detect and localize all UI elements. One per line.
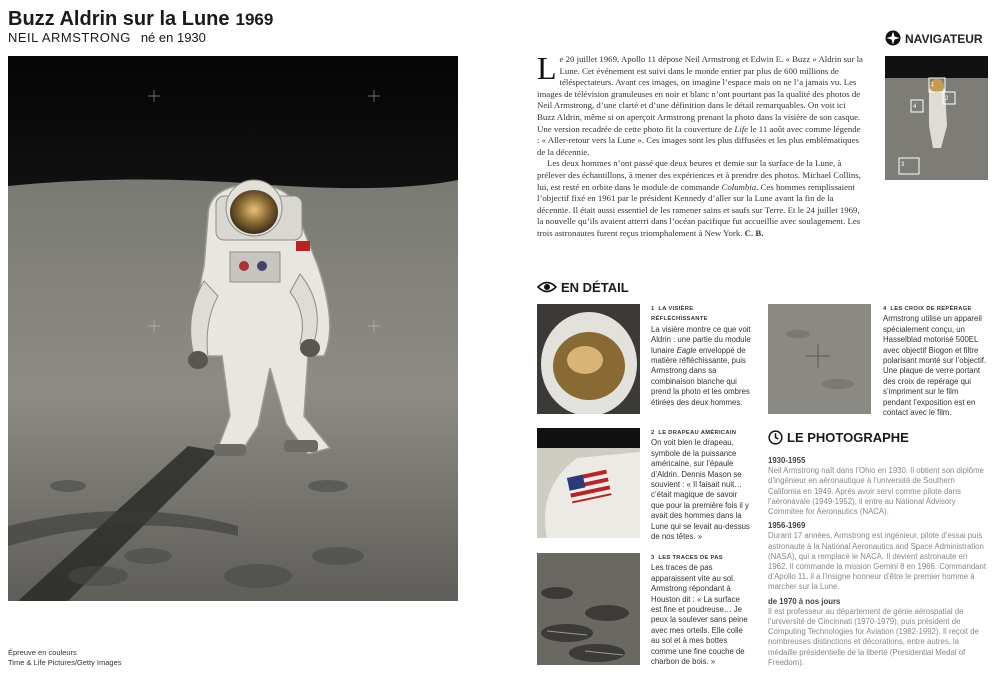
flag-illustration <box>537 428 640 538</box>
detail-caption-4: 4 LES CROIX DE REPÉRAGE Armstrong utilise un appareil spécialement conçu, un Hasselblad motorisé 500EL avec objectif Biogon et filtre polarisant monté sur l’objectif. Une plaque de verre portant des croix de repérage qui s’impriment sur le film pendant l’exposition est en contact avec le film. <box>883 306 987 418</box>
title-text: Buzz Aldrin sur la Lune <box>8 8 230 30</box>
page-title <box>8 8 273 31</box>
photo-credit <box>8 648 122 668</box>
compass-icon <box>885 30 901 46</box>
navigator-map <box>885 56 988 180</box>
detail-caption-3: 3 LES TRACES DE PAS Les traces de pas apparaissent vite au sol. Armstrong répondant à Houston dit : « La surface est fine et poudreuse… Je peux la soulever sans peine avec mes orteils. Elle colle au sol et à mes bottes comme une fine couche de charbon de bois. » <box>651 555 748 667</box>
photographer-born: né en 1930 <box>140 30 206 45</box>
article-paragraph-2: Les deux hommes n’ont passé que deux heures et demie sur la surface de la Lune, à prélever des échantillons, à mener des expériences et à prendre des photos. Michael Collins, lui, est resté en orbite dans le module de commande Columbia. Ces hommes remplissaient l’objectif fixé en 1961 par le président Kennedy d’aller sur la Lune avant la fin de la décennie. Il était aussi essentiel de les ramener sains et saufs sur Terre. Et le 24 juillet 1969, la nouvelle qu’ils avaient atterri dans l’océan pacifique fut accueillie avec soulagement. Les trois astronautes furent reçus triomphalement à New York. C. B. <box>537 158 861 238</box>
clock-icon <box>768 430 783 445</box>
drop-cap: L <box>537 50 557 86</box>
photographer-line <box>8 30 206 45</box>
author-initials: C. B. <box>744 227 764 238</box>
article-body <box>537 50 865 240</box>
detail-caption-1: 1 LA VISIÈRE RÉFLÉCHISSANTE La visière montre ce que voit Aldrin : une partie du module lunaire Eagle enveloppé de matière réfléchissante, puis Armstrong dans sa combinaison blanche qui prend la photo et les ombres étirées des deux hommes. <box>651 306 751 407</box>
navigator-thumbnail[interactable] <box>885 56 988 180</box>
svg-text:4: 4 <box>913 104 917 110</box>
svg-text:3: 3 <box>901 162 905 168</box>
bio-period-text: Il est professeur au département de génie aérospatial de l’université de Cincinnati (1970-1979), puis président de Computing Technologies for Aviation (1982-1992). Il reçoit de nombreuses distinctions et décorations, entre autres, la médaille présidentielle de la liberté (Presidential Medal of Freedom). <box>768 606 979 667</box>
footprints-illustration <box>537 553 640 665</box>
svg-text:1: 1 <box>931 82 935 88</box>
detail-thumb-flag[interactable] <box>537 428 640 538</box>
detail-thumb-footprints[interactable] <box>537 553 640 665</box>
main-photo <box>8 56 458 601</box>
credit-print-type: Épreuve en couleurs <box>8 648 77 657</box>
bio-period-dates: 1930-1955 <box>768 456 806 465</box>
detail-thumb-visor[interactable] <box>537 304 640 414</box>
detail-thumb-crosshair[interactable] <box>768 304 871 414</box>
photographer-bio <box>768 456 988 668</box>
bio-period-dates: 1956-1969 <box>768 521 806 531</box>
eye-icon <box>537 281 557 293</box>
navigator-heading: NAVIGATEUR <box>885 30 983 46</box>
crosshair-illustration <box>768 304 871 414</box>
photographer-name: NEIL ARMSTRONG <box>8 30 131 45</box>
bio-period-text: Neil Armstrong naît dans l’Ohio en 1930. Il obtient son diplôme d’ingénieur en aéronautique à l’université de Southern California en 1949. Après avoir servi comme pilote dans l’aéronavale (1949-1952), il entre au National Advisory Commitee for Aeronautics (NACA). <box>768 466 984 517</box>
astronaut-illustration <box>8 56 458 601</box>
article-paragraph-1: Le 20 juillet 1969, Apollo 11 dépose Neil Armstrong et Edwin E. « Buzz » Aldrin sur la Lune. Cet événement est suivi dans le monde entier par plus de 600 millions de téléspectateurs. Avant ces images, on imagine l’espace mais on ne l’a jamais vu. Les images de télévision granuleuses en noir et blanc n’ont pourtant pas la qualité des photos de Neil Armstrong, d’une clarté et d’une définition dans le détail remarquables. On voit ici Buzz Aldrin, même si on aperçoit Armstrong prenant la photo dans la visière de son casque. Une version recadrée de cette photo fit la couverture de Life le 11 août avec comme légende : « Aller-retour vers la Lune ». Ces images sont les plus diffusées et les plus emblématiques de la décennie. <box>537 50 863 157</box>
credit-agency: Time & Life Pictures/Getty Images <box>8 658 122 667</box>
visor-illustration <box>537 304 640 414</box>
bio-period-dates: de 1970 à nos jours <box>768 596 841 606</box>
detail-caption-2: 2 LE DRAPEAU AMÉRICAIN On voit bien le drapeau, symbole de la puissance américaine, sur l’épaule d’Aldrin. Dennis Mason se souvient : « Il faisait nuit… c’était magique de savoir que pour la première fois il y avait des hommes dans la Lune qui se levait au-dessus de nos têtes. » <box>651 430 750 542</box>
detail-heading: EN DÉTAIL <box>537 280 629 295</box>
bio-period-text: Durant 17 années, Armstrong est ingénieur, pilote d’essai puis astronaute à la National Aeronautics and Space Administration (NASA), qui a remplacé le NACA. Il devient astronaute en 1962. Il commande la mission Gemini 8 en 1966. Commandant d’Apollo 11, il a l’insigne honneur d’être le premier homme à marcher sur la Lune. <box>768 531 986 592</box>
photographer-heading: LE PHOTOGRAPHE <box>768 430 909 445</box>
title-year: 1969 <box>235 10 274 29</box>
svg-text:2: 2 <box>945 96 949 102</box>
